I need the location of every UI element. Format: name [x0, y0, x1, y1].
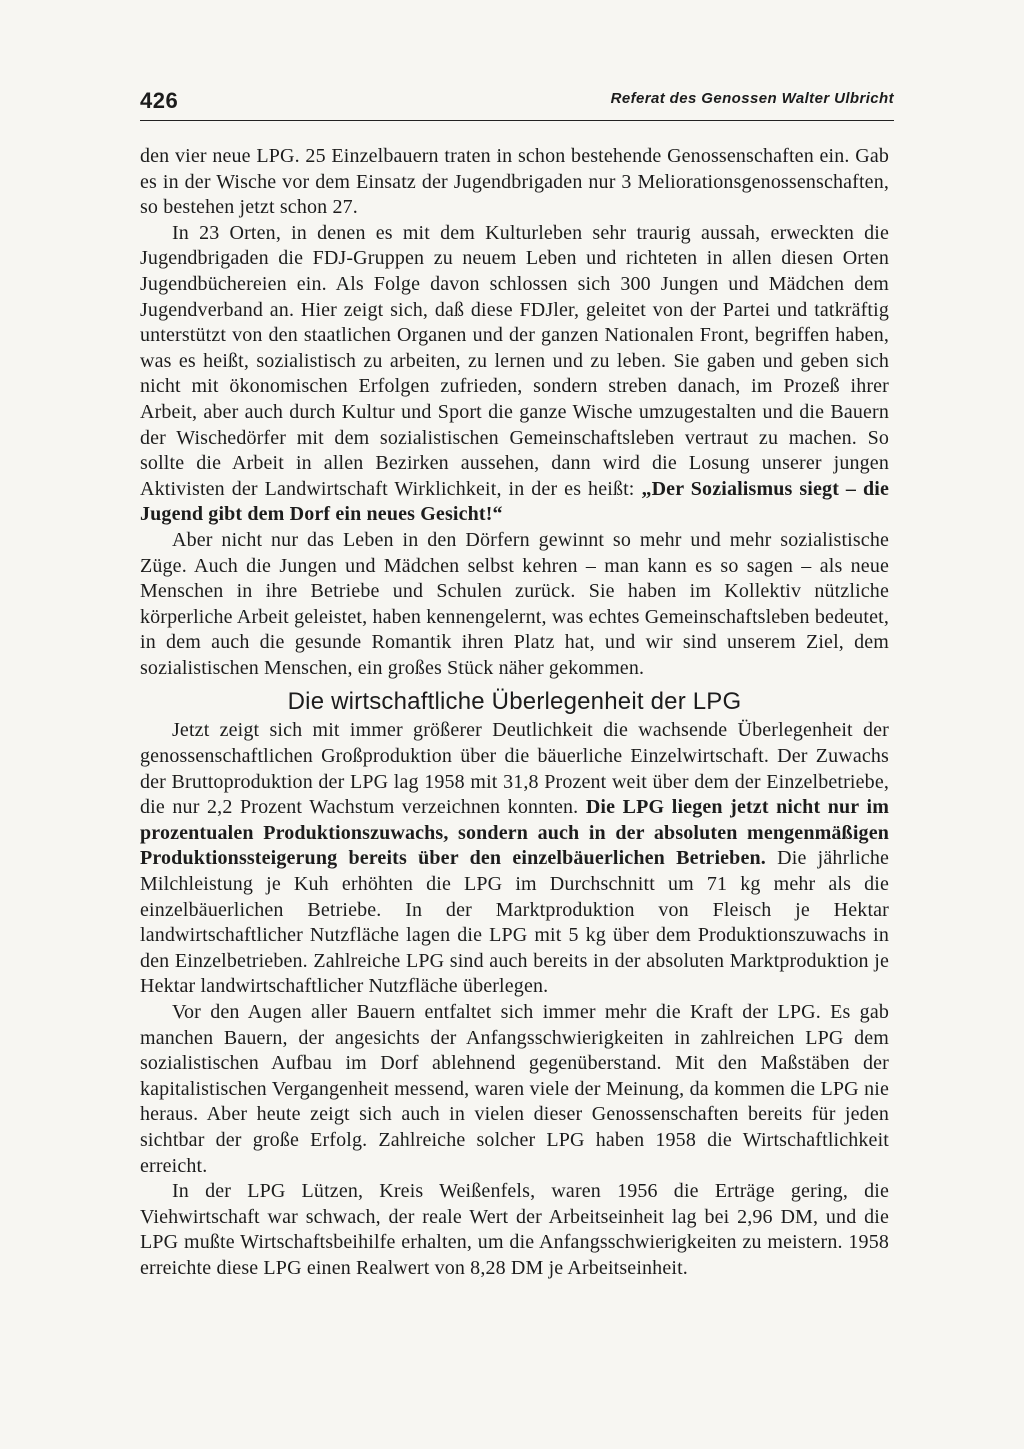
running-head — [140, 88, 894, 122]
paragraph-2-text: In 23 Orten, in denen es mit dem Kulturleben sehr traurig aussah, erweckten die Jugendbrigaden die FDJ-Gruppen zu neuem Leben und richteten in allen diesen Orten Jugendbüchereien ein. Als Folge davon schlossen sich 300 Jungen und Mädchen dem Jugendverband an. Hier zeigt sich, daß diese FDJler, geleitet von der Partei und tatkräftig unterstützt von den staatlichen Organen und der ganzen Nationalen Front, begriffen haben, was es heißt, sozialistisch zu arbeiten, zu lernen und zu leben. Sie gaben und geben sich nicht mit ökonomischen Erfolgen zufrieden, sondern streben danach, im Prozeß ihrer Arbeit, aber auch durch Kultur und Sport die ganze Wische umzugestalten und die Bauern der Wischedörfer mit dem sozialistischen Gemeinschaftsleben vertraut zu machen. So sollte die Arbeit in allen Bezirken aussehen, dann wird die Losung unserer jungen Aktivisten der Landwirtschaft Wirklichkeit, in der es heißt: — [140, 221, 889, 500]
section-heading: Die wirtschaftliche Überlegenheit der LPG — [287, 688, 742, 716]
paragraph-3: Aber nicht nur das Leben in den Dörfern gewinnt so mehr und mehr sozialistische Züge. Auch die Jungen und Mädchen selbst kehren – man kann es so sagen – als neue Menschen in ihre Betriebe und Schulen zurück. Sie haben im Kollektiv nützliche körperliche Arbeit geleistet, haben kennengelernt, was echtes Gemeinschaftsleben bedeutet, in dem auch die gesunde Romantik ihren Platz hat, und wir sind unserem Ziel, dem sozialistischen Menschen, ein großes Stück näher gekommen. — [140, 528, 889, 679]
paragraph-4 — [140, 718, 889, 1000]
paragraph-4-text: Jetzt zeigt sich mit immer größerer Deutlichkeit die wachsende Überlegenheit der genossenschaftlichen Großproduktion über die bäuerliche Einzelwirtschaft. Der Zuwachs der Bruttoproduktion der LPG lag 1958 mit 31,8 Prozent weit über dem der Einzelbetriebe, die nur 2,2 Prozent Wachstum verzeichnen konnten. — [140, 719, 889, 819]
paragraph-2 — [140, 221, 889, 528]
paragraph-4-emphasis: Die LPG liegen jetzt nicht nur im prozentualen Produktionszuwachs, sondern auch in der absoluten mengenmäßigen Produktionssteigerung bereits über den einzelbäuerlichen Betrieben. — [140, 796, 890, 870]
page-number: 426 — [140, 88, 179, 113]
paragraph-4-tail: Die jährliche Milchleistung je Kuh erhöhten die LPG im Durchschnitt um 71 kg mehr als die einzelbäuerlichen Betriebe. In der Marktproduktion von Fleisch je Hektar landwirtschaftlicher Nutzfläche lagen die LPG mit 5 kg über dem Produktionszuwachs in den Einzelbetrieben. Zahlreiche LPG sind auch bereits in der absoluten Marktproduktion je Hektar landwirtschaftlicher Nutzfläche überlegen. — [140, 847, 889, 998]
header-rule — [140, 120, 894, 121]
running-title: Referat des Genossen Walter Ulbricht — [610, 90, 894, 107]
body-text — [140, 144, 889, 1282]
paragraph-5: Vor den Augen aller Bauern entfaltet sich immer mehr die Kraft der LPG. Es gab manchen Bauern, der angesichts der Anfangsschwierigkeiten in zahlreichen LPG dem sozialistischen Aufbau im Dorf ablehnend gegenüberstand. Mit den Maßstäben der kapitalistischen Vergangenheit messend, waren viele der Meinung, da kommen die LPG nie heraus. Aber heute zeigt sich auch in vielen dieser Genossenschaften bereits für jeden sichtbar der große Erfolg. Zahlreiche solcher LPG haben 1958 die Wirtschaftlichkeit erreicht. — [140, 1001, 889, 1177]
paragraph-2-slogan: „Der Sozialismus siegt – die Jugend gibt dem Dorf ein neues Gesicht!“ — [140, 477, 889, 526]
paragraph-1: den vier neue LPG. 25 Einzelbauern traten in schon bestehende Genossenschaften ein. Gab es in der Wische vor dem Einsatz der Jugendbrigaden nur 3 Meliorationsgenossenschaften, so bestehen jetzt schon 27. — [140, 145, 889, 219]
paragraph-6: In der LPG Lützen, Kreis Weißenfels, waren 1956 die Erträge gering, die Viehwirtschaft war schwach, der reale Wert der Arbeitseinheit lag bei 2,96 DM, und die LPG mußte Wirtschaftsbeihilfe erhalten, um die Anfangsschwierigkeiten zu meistern. 1958 erreichte diese LPG einen Realwert von 8,28 DM je Arbeitseinheit. — [140, 1180, 889, 1279]
